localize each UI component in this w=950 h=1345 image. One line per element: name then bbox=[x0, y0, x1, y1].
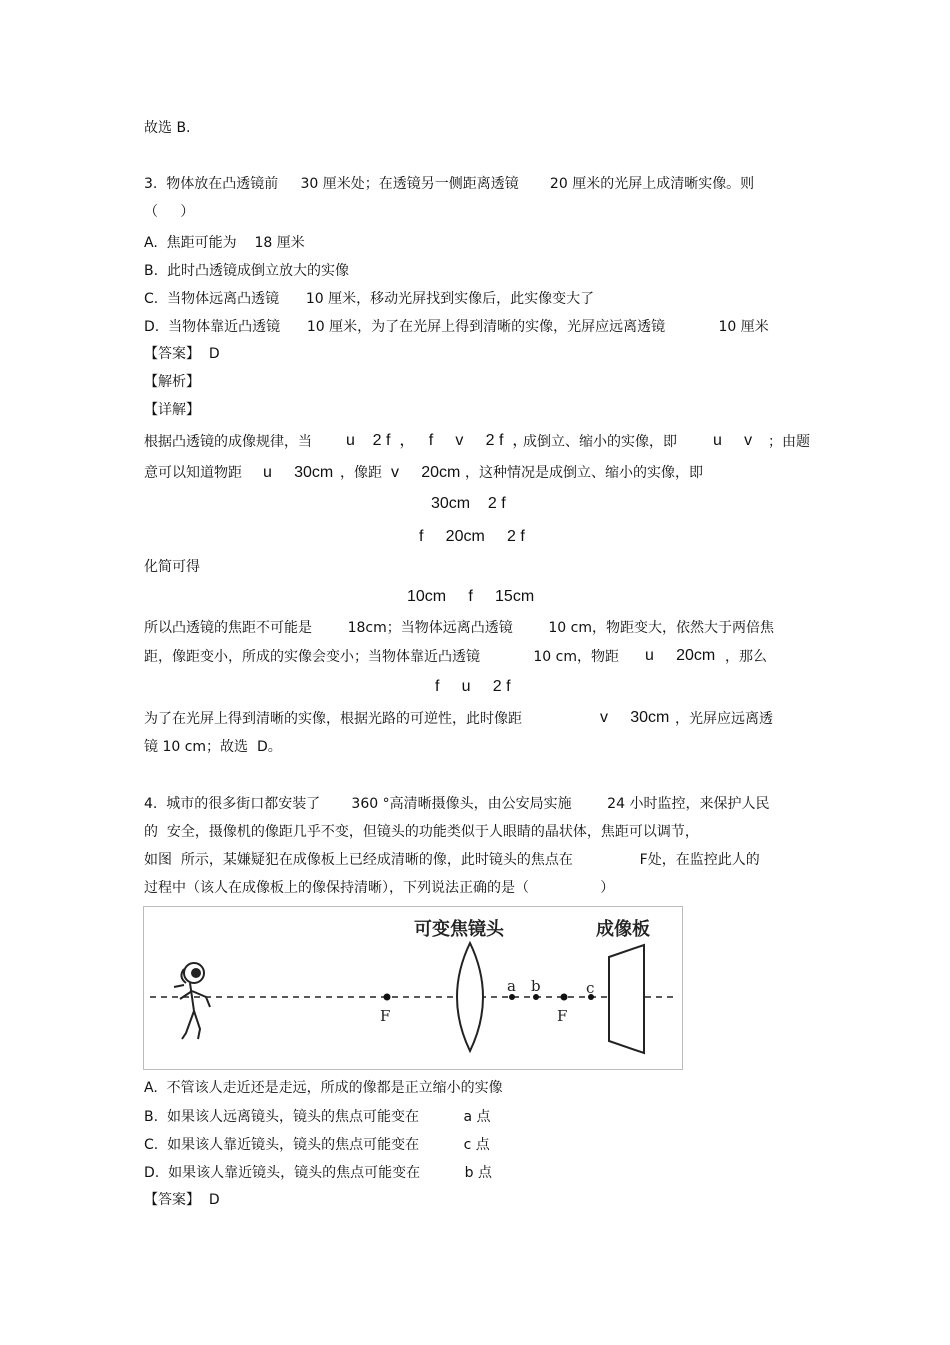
q3-analysis-title: 【解析】 bbox=[144, 374, 200, 390]
q3-para1-line2-mid: ，像距 bbox=[340, 465, 382, 481]
person-figure bbox=[174, 963, 210, 1039]
q3-stem-line2: （ ） bbox=[144, 204, 195, 220]
q3-eq4: f u 2 f bbox=[435, 678, 511, 695]
prev-answer: 故选 B. bbox=[144, 120, 191, 136]
focus-label-right: F bbox=[557, 1007, 568, 1025]
q3-para1-math4: v 20cm bbox=[391, 464, 461, 481]
q4-option-d: D. 如果该人靠近镜头，镜头的焦点可能变在 b 点 bbox=[144, 1165, 492, 1181]
q3-option-a: A. 焦距可能为 18 厘米 bbox=[144, 235, 305, 251]
board-label: 成像板 bbox=[596, 919, 650, 940]
focus-point-right bbox=[561, 994, 568, 1001]
convex-lens-icon bbox=[457, 943, 483, 1051]
q3-para1-math2: u v bbox=[713, 432, 753, 449]
q3-stem-line1: 3. 物体放在凸透镜前 30 厘米处；在透镜另一侧距离透镜 20 厘米的光屏上成清晰实像。则 bbox=[144, 176, 755, 192]
figure-svg bbox=[144, 907, 682, 1069]
q3-para2-line1: 所以凸透镜的焦距不可能是 18cm；当物体远离凸透镜 10 cm，物距变大，依然大于两倍焦 bbox=[144, 620, 774, 636]
q3-option-d: D. 当物体靠近凸透镜 10 厘米，为了在光屏上得到清晰的实像，光屏应远离透镜 10 厘米 bbox=[144, 319, 769, 335]
q3-para2-line2: 距，像距变小，所成的实像会变小；当物体靠近凸透镜 10 cm，物距 bbox=[144, 649, 620, 665]
q3-para1-line2: 意可以知道物距 bbox=[144, 465, 242, 481]
q3-option-c: C. 当物体远离凸透镜 10 厘米，移动光屏找到实像后，此实像变大了 bbox=[144, 291, 595, 307]
q3-eq2: f 20cm 2 f bbox=[419, 528, 525, 545]
point-c-label: c bbox=[586, 979, 595, 997]
q4-stem-line2: 的 安全，摄像机的像距几乎不变，但镜头的功能类似于人眼睛的晶状体，焦距可以调节， bbox=[144, 824, 699, 840]
q3-para1-line1: 根据凸透镜的成像规律，当 bbox=[144, 434, 312, 450]
point-b-label: b bbox=[531, 977, 541, 995]
q3-para2-math1: u 20cm bbox=[645, 647, 716, 664]
q4-option-c: C. 如果该人靠近镜头，镜头的焦点可能变在 c 点 bbox=[144, 1137, 490, 1153]
q3-para3-line2: 镜 10 cm；故选 D。 bbox=[144, 739, 282, 755]
q3-para2-line2-tail: ，那么 bbox=[725, 649, 767, 665]
q3-para3-math1: v 30cm bbox=[600, 709, 670, 726]
q4-option-a: A. 不管该人走近还是走远，所成的像都是正立缩小的实像 bbox=[144, 1080, 503, 1096]
q3-para3-line1: 为了在光屏上得到清晰的实像，根据光路的可逆性，此时像距 bbox=[144, 711, 522, 727]
q3-para1-math3: u 30cm bbox=[263, 464, 334, 481]
q3-option-b: B. 此时凸透镜成倒立放大的实像 bbox=[144, 263, 349, 279]
q4-stem-line4: 过程中（该人在成像板上的像保持清晰），下列说法正确的是（ ） bbox=[144, 880, 615, 896]
q4-option-b: B. 如果该人远离镜头，镜头的焦点可能变在 a 点 bbox=[144, 1109, 491, 1125]
q3-eq1: 30cm 2 f bbox=[431, 495, 506, 512]
q4-stem-line1: 4. 城市的很多街口都安装了 360 °高清晰摄像头，由公安局实施 24 小时监控，来保护人民 bbox=[144, 796, 770, 812]
q3-answer: 【答案】 D bbox=[144, 346, 220, 362]
focus-point-left bbox=[384, 994, 391, 1001]
q3-para1-math1: u 2 f ， f v 2 f ， bbox=[346, 432, 529, 449]
q3-detail-title: 【详解】 bbox=[144, 402, 200, 418]
q3-para1-line2-tail: ，这种情况是成倒立、缩小的实像，即 bbox=[465, 465, 703, 481]
q4-answer: 【答案】 D bbox=[144, 1192, 220, 1208]
q3-para3-line1-tail: ，光屏应远离透 bbox=[675, 711, 773, 727]
q3-para1-line1-end: ；由题 bbox=[768, 434, 810, 450]
q3-para1-line1-tail: 成倒立、缩小的实像，即 bbox=[523, 434, 677, 450]
camera-lens-figure bbox=[143, 906, 683, 1070]
point-a-label: a bbox=[507, 977, 516, 995]
q3-simplify: 化简可得 bbox=[144, 559, 200, 575]
lens-label: 可变焦镜头 bbox=[414, 919, 504, 940]
q4-stem-line3: 如图 所示，某嫌疑犯在成像板上已经成清晰的像，此时镜头的焦点在 F处，在监控此人的 bbox=[144, 852, 760, 868]
q3-eq3: 10cm f 15cm bbox=[407, 588, 535, 605]
focus-label-left: F bbox=[380, 1007, 391, 1025]
imaging-board-icon bbox=[609, 945, 644, 1053]
